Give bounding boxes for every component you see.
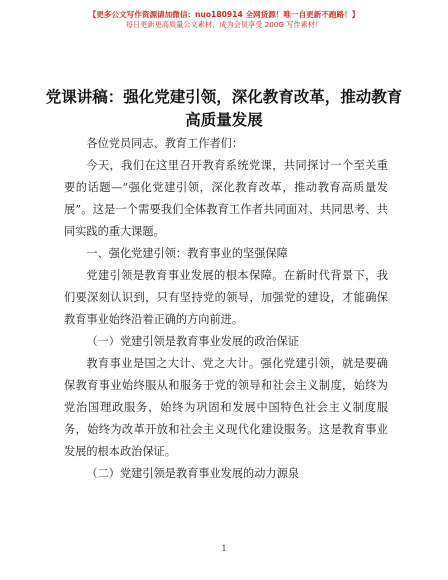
promo-banner-line-2: 每日更新更高质量公文素材，成为会员享受 200G 写作素材！ <box>125 20 323 29</box>
section-heading-1: 一、强化党建引领：教育事业的坚强保障 <box>86 247 288 260</box>
page-number: 1 <box>221 544 227 553</box>
document-title: 党课讲稿：强化党建引领，深化教育改革，推动教育高质量发展 <box>45 88 403 129</box>
paragraph-section-1: 党建引领是教育事业发展的根本保障。在新时代背景下，我们要深刻认识到，只有坚持党的领导，加强党的建设，才能确保教育事业始终沿着正确的方向前进。 <box>64 269 388 326</box>
promo-banner <box>0 9 448 30</box>
paragraph-intro: 今天，我们在这里召开教育系统党课，共同探讨一个至关重要的话题—“强化党建引领，深化教育改革，推动教育高质量发展”。这是一个需要我们全体教育工作者共同面对、共同思考、共同实践的重大课题。 <box>64 159 388 238</box>
paragraph-subsection-1: 教育事业是国之大计、党之大计。强化党建引领，就是要确保教育事业始终服从和服务于党的领导和社会主义制度，始终为党治国理政服务，始终为巩固和发展中国特色社会主义制度服务，始终为改革开放和社会主义现代化建设服务。这是教育事业发展的根本政治保证。 <box>64 357 388 458</box>
promo-banner-line-1: 【更多公文写作资源请加微信：nuo180914 全网货源！唯一自更新不跑路！】 <box>88 10 360 19</box>
subsection-heading-2: （二）党建引领是教育事业发展的动力源泉 <box>86 467 299 480</box>
subsection-heading-1: （一）党建引领是教育事业发展的政治保证 <box>86 335 299 348</box>
salutation: 各位党员同志、教育工作者们： <box>86 137 244 150</box>
